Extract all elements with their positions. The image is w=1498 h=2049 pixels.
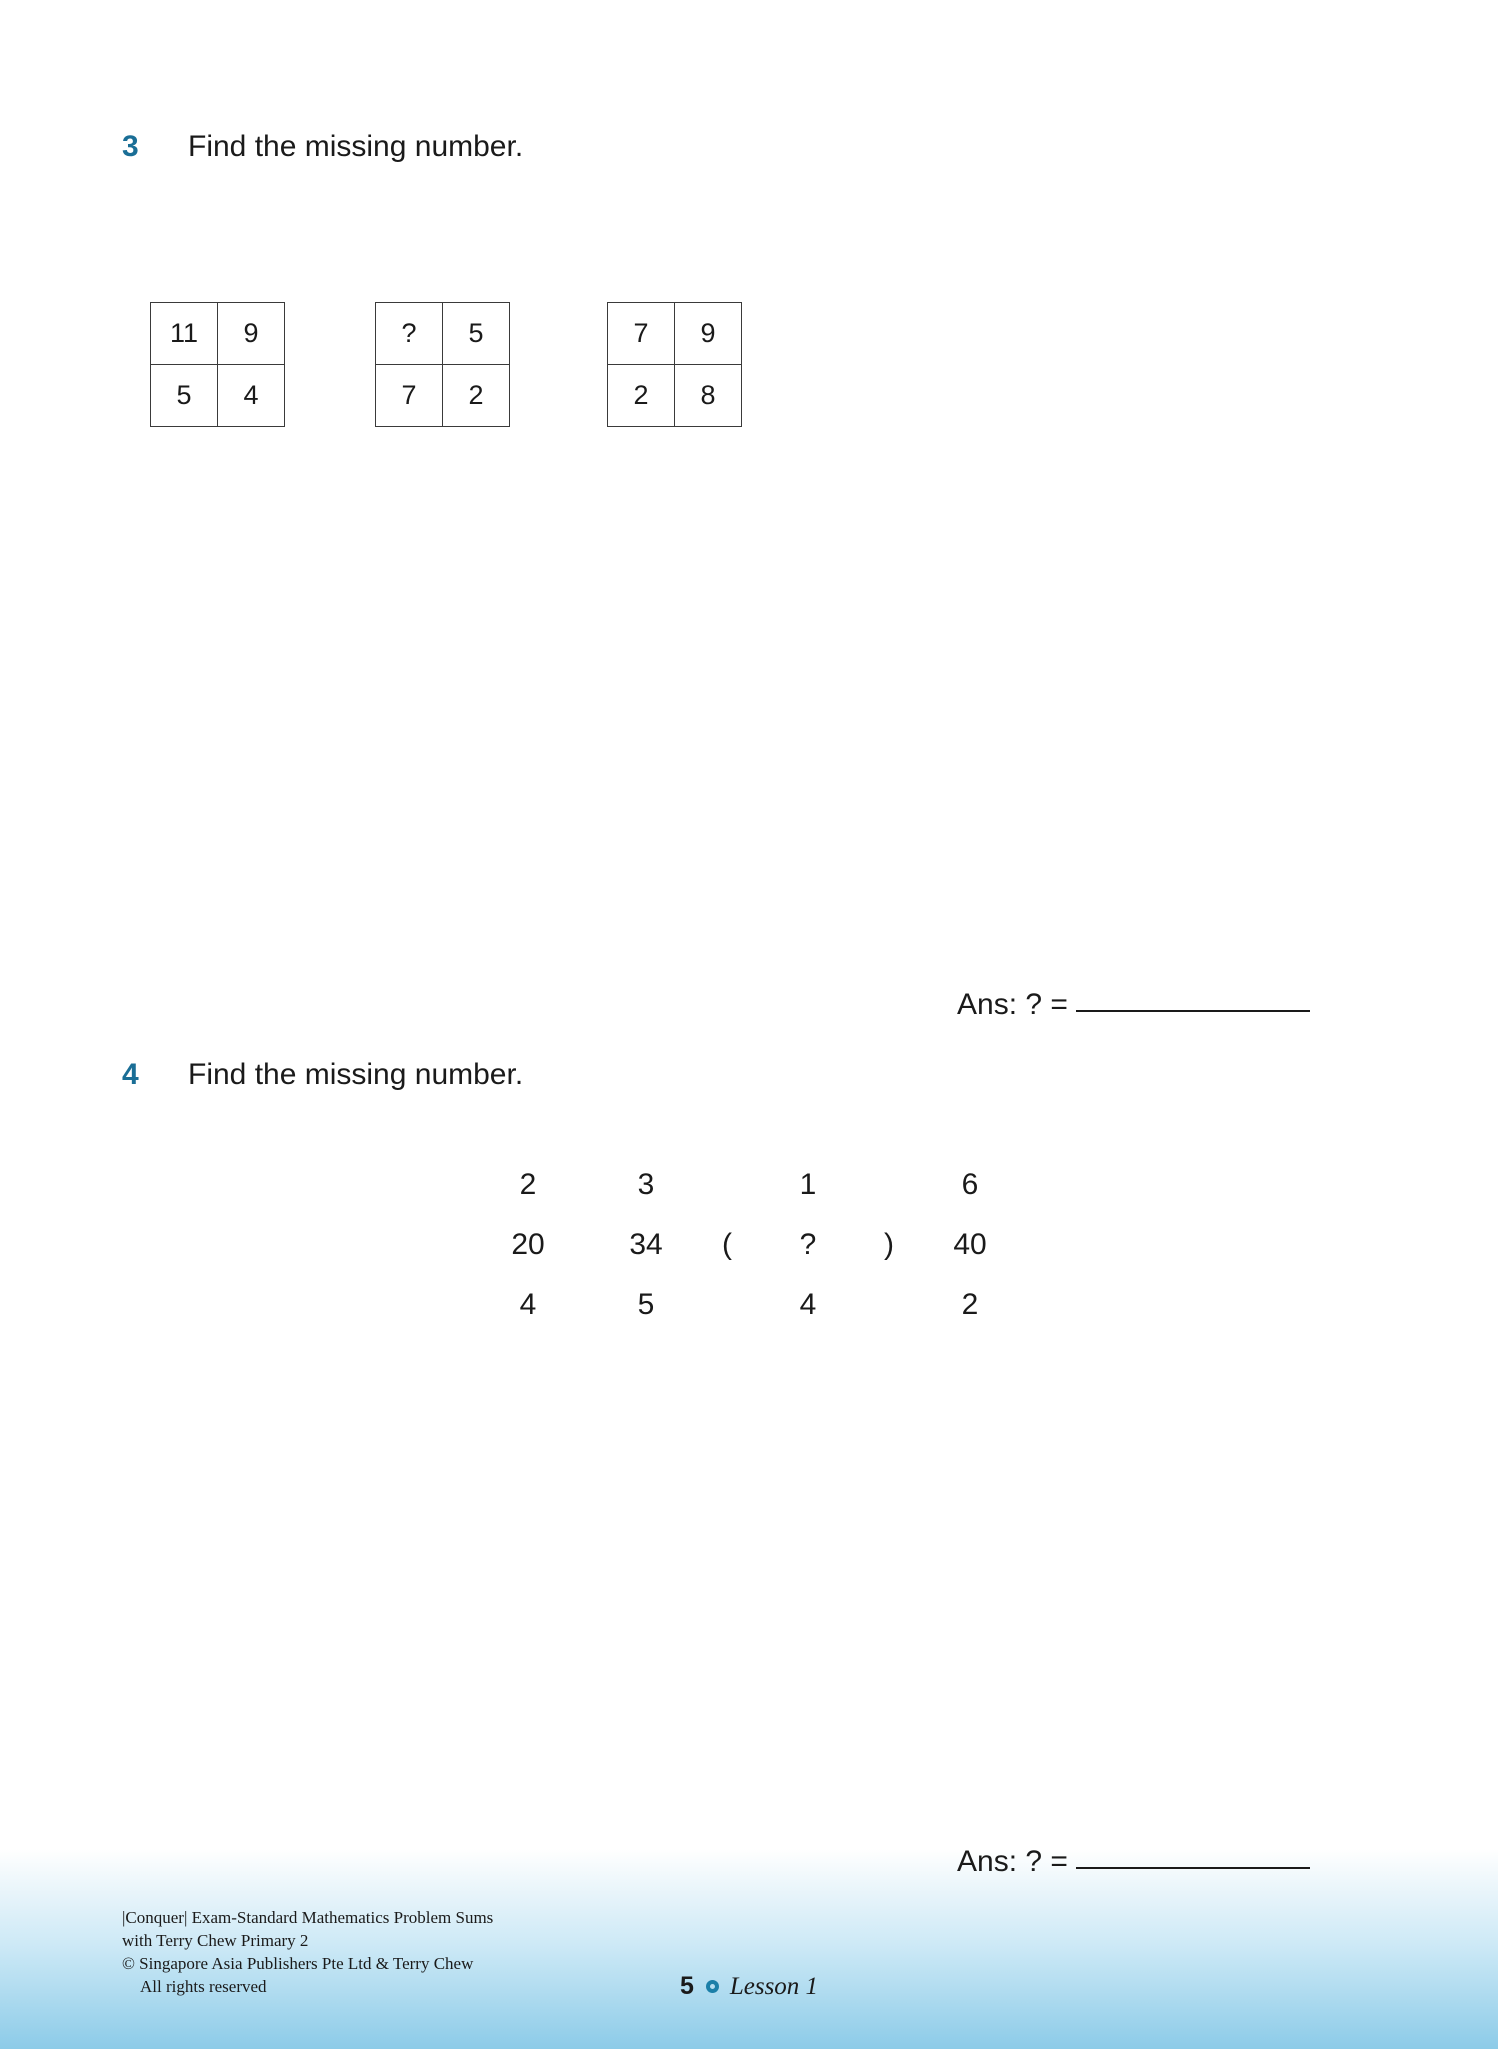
paren-open-placeholder: [705, 1155, 749, 1215]
question-3-grids: [150, 302, 742, 427]
grid-1-cell-2: 5: [151, 365, 218, 427]
col-1-middle: 20: [511, 1228, 545, 1261]
col-1-bottom: 4: [519, 1288, 537, 1321]
paren-open: (: [722, 1228, 732, 1261]
col-3-middle: ?: [799, 1228, 817, 1261]
question-3-answer-label: Ans: ? =: [957, 988, 1068, 1021]
question-4-answer-line: [957, 1845, 1310, 1879]
question-3: [0, 130, 1498, 410]
grid-2-cell-0: ?: [376, 303, 443, 365]
footer-line-1: |Conquer| Exam-Standard Mathematics Problem Sums: [122, 1908, 494, 1928]
question-4-number-layout: [0, 1155, 1498, 1335]
grid-2: [375, 302, 510, 427]
footer-page-marker: [0, 1972, 1498, 2001]
table-row: [376, 303, 510, 365]
grid-1-cell-3: 4: [218, 365, 285, 427]
footer-line-2: with Terry Chew Primary 2: [122, 1931, 309, 1951]
paren-close-spacer: [867, 1275, 911, 1335]
footer-line-3: © Singapore Asia Publishers Pte Ltd & Terry Chew: [122, 1954, 474, 1974]
grid-3: [607, 302, 742, 427]
grid-3-cell-0: 7: [608, 303, 675, 365]
grid-3-cell-2: 2: [608, 365, 675, 427]
number-columns: [469, 1155, 1029, 1335]
table-row: [608, 365, 742, 427]
col-4-bottom: 2: [961, 1288, 979, 1321]
col-4-middle: 40: [953, 1228, 987, 1261]
col-3-top: 1: [799, 1168, 817, 1201]
grid-1: [150, 302, 285, 427]
grid-1-cell-1: 9: [218, 303, 285, 365]
table-row: [376, 365, 510, 427]
paren-close-placeholder: [867, 1155, 911, 1215]
question-4-prompt: Find the missing number.: [188, 1058, 524, 1091]
col-2-middle: 34: [629, 1228, 663, 1261]
col-2-top: 3: [637, 1168, 655, 1201]
grid-2-cell-2: 7: [376, 365, 443, 427]
question-3-answer-line: [957, 988, 1310, 1022]
table-row: [151, 303, 285, 365]
question-3-prompt: Find the missing number.: [188, 130, 524, 163]
col-3-bottom: 4: [799, 1288, 817, 1321]
question-3-number: 3: [122, 130, 139, 163]
page-number: 5: [679, 1972, 694, 2000]
table-row: [469, 1215, 1029, 1275]
question-3-answer-blank[interactable]: [1076, 1009, 1310, 1012]
question-4-answer-blank[interactable]: [1076, 1866, 1310, 1869]
ring-bullet-icon: [706, 1980, 719, 1993]
table-row: [469, 1155, 1029, 1215]
question-4: [0, 1060, 1498, 1090]
col-1-top: 2: [519, 1168, 537, 1201]
col-4-top: 6: [961, 1168, 979, 1201]
grid-spacer-2: [510, 302, 607, 427]
grid-2-cell-1: 5: [443, 303, 510, 365]
question-4-number: 4: [122, 1058, 139, 1091]
paren-close: ): [884, 1228, 894, 1261]
grid-1-cell-0: 11: [151, 303, 218, 365]
table-row: [469, 1275, 1029, 1335]
grid-2-cell-3: 2: [443, 365, 510, 427]
table-row: [151, 365, 285, 427]
lesson-label: Lesson 1: [729, 1972, 819, 2000]
footer-line-4: All rights reserved: [140, 1977, 267, 1997]
grid-spacer-1: [285, 302, 375, 427]
question-3-heading: [0, 132, 1498, 162]
question-4-answer-label: Ans: ? =: [957, 1845, 1068, 1878]
question-4-heading: [0, 1060, 1498, 1090]
paren-open-spacer: [705, 1275, 749, 1335]
grid-3-cell-1: 9: [675, 303, 742, 365]
table-row: [608, 303, 742, 365]
grid-3-cell-3: 8: [675, 365, 742, 427]
col-2-bottom: 5: [637, 1288, 655, 1321]
